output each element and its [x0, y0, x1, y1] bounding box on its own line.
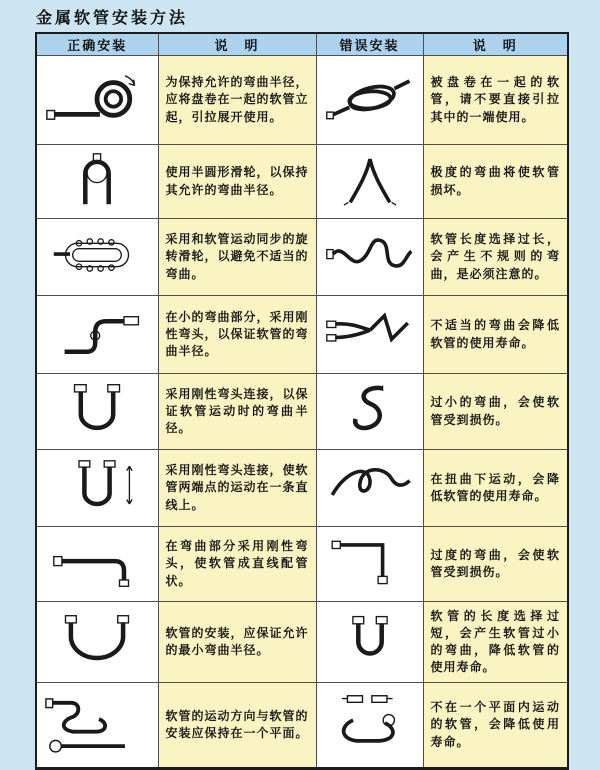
table-row: [36, 219, 568, 296]
correct-figure-cell: [36, 219, 158, 296]
wrong-figure-cell: [316, 296, 423, 374]
wrong-desc: 不适当的弯曲会降低软管的使用寿命。: [423, 296, 568, 374]
wrong-desc: 极度的弯曲将使软管损坏。: [423, 145, 568, 219]
header-wrong-install: 错误安装: [316, 33, 423, 56]
header-correct-install: 正确安装: [36, 33, 158, 56]
correct-figure-cell: [36, 374, 158, 450]
wrong-figure-cell: [316, 374, 423, 450]
semicircular-pulley-figure: [44, 152, 150, 206]
correct-desc: 采用和软管运动同步的旋转滑轮，以避免不适当的弯曲。: [158, 219, 316, 296]
wrong-desc: 被盘卷在一起的软管，请不要直接引拉其中的一端使用。: [423, 56, 568, 145]
correct-desc: 软管的安装，应保证允许的最小弯曲半径。: [158, 602, 316, 683]
header-correct-note: 说 明: [158, 33, 316, 56]
wrong-desc: 不在一个平面内运动的软管，会降低使用寿命。: [423, 683, 568, 769]
wrong-desc: 在扭曲下运动，会降低软管的使用寿命。: [423, 450, 568, 527]
table-row: [36, 450, 568, 527]
correct-figure-cell: [36, 56, 158, 145]
wrong-desc: 过度的弯曲，会使软管受到损伤。: [423, 527, 568, 602]
rigid-elbow-connection-figure: [44, 382, 150, 436]
correct-desc: 在弯曲部分采用刚性弯头，使软管成直线配管状。: [158, 527, 316, 602]
correct-figure-cell: [36, 527, 158, 602]
wrong-figure-cell: [316, 56, 423, 145]
correct-figure-cell: [36, 683, 158, 769]
too-short-hose-figure: [323, 613, 417, 667]
table-row: [36, 683, 568, 769]
header-row: [36, 33, 568, 56]
excessive-bend-figure: [323, 535, 417, 589]
wrong-figure-cell: [316, 527, 423, 602]
wrong-desc: 过小的弯曲，会使软管受到损伤。: [423, 374, 568, 450]
wrong-figure-cell: [316, 219, 423, 296]
table-row: [36, 296, 568, 374]
correct-desc: 采用刚性弯头连接，以保证软管运动时的弯曲半径。: [158, 374, 316, 450]
correct-figure-cell: [36, 296, 158, 374]
inline-motion-elbow-figure: [44, 459, 150, 513]
wrong-figure-cell: [316, 602, 423, 683]
table-row: [36, 602, 568, 683]
header-wrong-note: 说 明: [423, 33, 568, 56]
correct-figure-cell: [36, 145, 158, 219]
improper-bend-figure: [323, 305, 417, 359]
correct-figure-cell: [36, 602, 158, 683]
wrong-desc: 软管长度选择过长，会产生不规则的弯曲，是必须注意的。: [423, 219, 568, 296]
lying-coil-pulled-figure: [323, 65, 417, 131]
hose-installation-table: [35, 32, 569, 770]
same-plane-motion-figure: [44, 690, 150, 756]
correct-desc: 采用刚性弯头连接，使软管两端点的运动在一条直线上。: [158, 450, 316, 527]
correct-desc: 为保持允许的弯曲半径，应将盘卷在一起的软管立起，引拉展开使用。: [158, 56, 316, 145]
table-row: [36, 145, 568, 219]
wrong-desc: 软管的长度选择过短，会产生软管过小的弯曲，降低软管的使用寿命。: [423, 602, 568, 683]
rotating-pulley-chain-figure: [44, 228, 150, 282]
correct-figure-cell: [36, 450, 158, 527]
too-small-bend-figure: [323, 382, 417, 436]
wrong-figure-cell: [316, 683, 423, 769]
wrong-figure-cell: [316, 450, 423, 527]
twisted-motion-figure: [323, 459, 417, 513]
table-row: [36, 374, 568, 450]
min-bend-radius-figure: [44, 613, 150, 667]
table-row: [36, 527, 568, 602]
table-row: [36, 56, 568, 145]
correct-desc: 在小的弯曲部分，采用刚性弯头，以保证软管的弯曲半径。: [158, 296, 316, 374]
correct-desc: 使用半圆形滑轮，以保持其允许的弯曲半径。: [158, 145, 316, 219]
standing-coil-unroll-figure: [44, 65, 150, 131]
page-title: 金属软管安装方法: [36, 10, 189, 27]
out-of-plane-motion-figure: [323, 690, 417, 756]
straight-piping-elbow-figure: [44, 535, 150, 589]
extreme-bend-figure: [323, 152, 417, 206]
wrong-figure-cell: [316, 145, 423, 219]
rigid-elbow-small-bend-figure: [44, 305, 150, 359]
overlong-irregular-bend-figure: [323, 228, 417, 282]
correct-desc: 软管的运动方向与软管的安装应保持在一个平面。: [158, 683, 316, 769]
